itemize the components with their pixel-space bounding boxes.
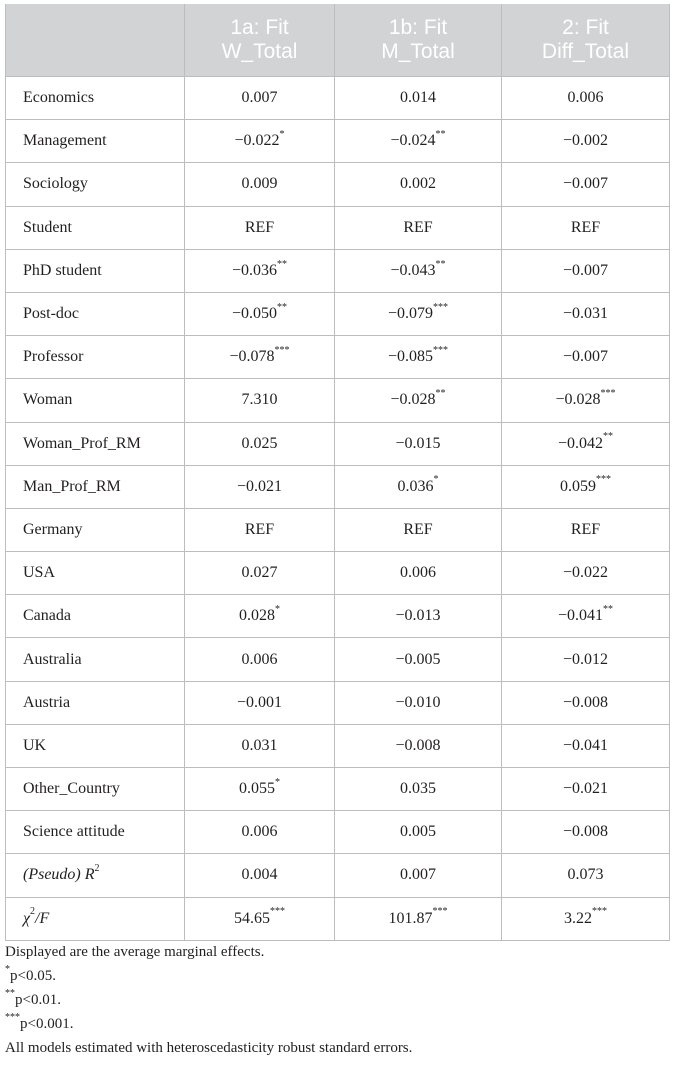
row-label: $\chi^2/F$ [6,897,185,940]
cell-2: −0.008 [502,681,670,724]
header-col-2: 2: Fit Diff_Total [502,4,670,77]
cell-1b: 0.005 [335,811,502,854]
cell-2: −0.041 [502,724,670,767]
cell-1b: −0.008 [335,724,502,767]
table-row-pseudo-r2 [6,854,670,897]
table-row [6,811,670,854]
table-row [6,206,670,249]
table-row-chi2 [6,897,670,940]
table-body [6,77,670,941]
row-label: Canada [6,595,185,638]
cell-1a: 0.025 [185,422,335,465]
cell-1b: −0.015 [335,422,502,465]
cell-1a: 0.031 [185,724,335,767]
cell-1a: REF [185,206,335,249]
cell-1b: −0.043** [335,249,502,292]
cell-1a: −0.078*** [185,336,335,379]
table-row [6,249,670,292]
cell-1b: −0.010 [335,681,502,724]
cell-1a: −0.001 [185,681,335,724]
table-row [6,508,670,551]
table-row [6,336,670,379]
header-col-1a: 1a: Fit W_Total [185,4,335,77]
row-label: Woman_Prof_RM [6,422,185,465]
cell-1a: −0.036** [185,249,335,292]
table-row [6,552,670,595]
row-label: Germany [6,508,185,551]
row-label: USA [6,552,185,595]
cell-1a: 0.055* [185,768,335,811]
cell-1a: 0.004 [185,854,335,897]
cell-2: REF [502,206,670,249]
cell-2: −0.007 [502,163,670,206]
cell-1b: −0.085*** [335,336,502,379]
note-p05: *p<0.05. [5,964,56,984]
cell-1b: 0.002 [335,163,502,206]
row-label: Australia [6,638,185,681]
regression-table [5,4,670,941]
cell-1a: −0.021 [185,465,335,508]
table-row [6,638,670,681]
cell-1b: −0.079*** [335,292,502,335]
cell-2: −0.028*** [502,379,670,422]
row-label: Woman [6,379,185,422]
cell-2: −0.042** [502,422,670,465]
table-row [6,379,670,422]
cell-1a: 0.028* [185,595,335,638]
cell-2: REF [502,508,670,551]
table-row [6,422,670,465]
cell-1b: −0.005 [335,638,502,681]
row-label: Man_Prof_RM [6,465,185,508]
row-label: Management [6,120,185,163]
table-row [6,724,670,767]
table-row [6,595,670,638]
cell-1b: 0.014 [335,77,502,120]
table-footnotes [5,940,669,1060]
note-robust-se: All models estimated with heteroscedasticity robust standard errors. [5,1040,413,1056]
header-empty [6,4,185,77]
cell-1b: 0.007 [335,854,502,897]
regression-table-container [5,4,669,941]
table-row [6,681,670,724]
cell-2: 0.006 [502,77,670,120]
table-row [6,77,670,120]
cell-1b: REF [335,508,502,551]
cell-1a: REF [185,508,335,551]
cell-2: −0.022 [502,552,670,595]
cell-1a: 0.007 [185,77,335,120]
cell-2: −0.021 [502,768,670,811]
table-row [6,292,670,335]
row-label: Austria [6,681,185,724]
header-col-1b: 1b: Fit M_Total [335,4,502,77]
row-label: Student [6,206,185,249]
cell-1b: −0.028** [335,379,502,422]
cell-1a: 0.006 [185,811,335,854]
cell-2: 3.22*** [502,897,670,940]
cell-1a: −0.050** [185,292,335,335]
cell-1b: 0.036* [335,465,502,508]
cell-1b: 0.006 [335,552,502,595]
cell-1b: −0.013 [335,595,502,638]
cell-1a: −0.022* [185,120,335,163]
cell-1b: REF [335,206,502,249]
cell-1b: −0.024** [335,120,502,163]
cell-1b: 101.87*** [335,897,502,940]
note-p01: **p<0.01. [5,988,61,1008]
row-label: (Pseudo) $R^2$ [6,854,185,897]
row-label: Science attitude [6,811,185,854]
cell-2: 0.073 [502,854,670,897]
cell-1a: 7.310 [185,379,335,422]
row-label: Professor [6,336,185,379]
note-p001: ***p<0.001. [5,1012,74,1032]
cell-2: 0.059*** [502,465,670,508]
cell-2: −0.002 [502,120,670,163]
table-row [6,768,670,811]
row-label: PhD student [6,249,185,292]
cell-2: −0.007 [502,249,670,292]
note-marginal-effects: Displayed are the average marginal effects. [5,944,265,960]
table-row [6,120,670,163]
row-label: Other_Country [6,768,185,811]
cell-1a: 0.009 [185,163,335,206]
cell-2: −0.012 [502,638,670,681]
cell-2: −0.041** [502,595,670,638]
cell-2: −0.008 [502,811,670,854]
cell-2: −0.031 [502,292,670,335]
row-label: Sociology [6,163,185,206]
table-row [6,465,670,508]
row-label: Post-doc [6,292,185,335]
cell-1a: 0.006 [185,638,335,681]
cell-1a: 0.027 [185,552,335,595]
cell-1b: 0.035 [335,768,502,811]
header-row [6,4,670,77]
row-label: Economics [6,77,185,120]
table-row [6,163,670,206]
cell-1a: 54.65*** [185,897,335,940]
row-label: UK [6,724,185,767]
cell-2: −0.007 [502,336,670,379]
